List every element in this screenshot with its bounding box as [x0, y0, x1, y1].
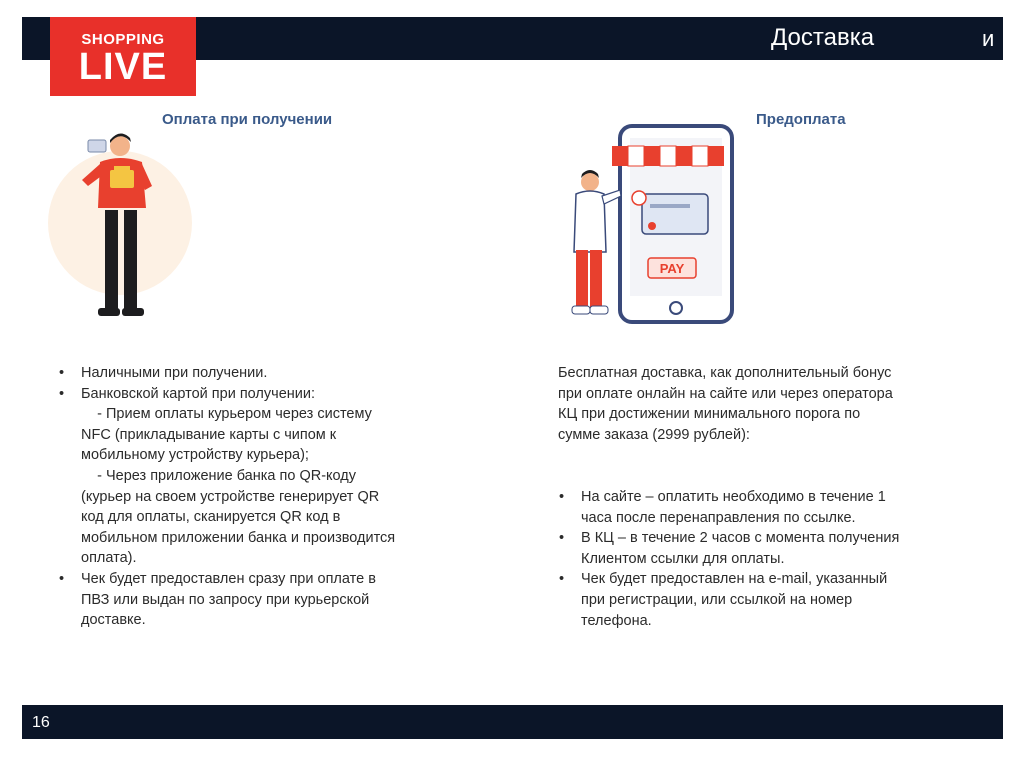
left-payment-list: [56, 363, 401, 631]
pay-label: PAY: [659, 261, 685, 276]
footer-bar: [22, 705, 1003, 739]
left-column-title: Оплата при получении: [162, 111, 333, 128]
list-item: • Чек будет предоставлен на e-mail, указанный при регистрации, или ссылкой на номер телефона.: [556, 569, 901, 631]
page-title: Доставка: [771, 24, 875, 51]
shopping-live-logo: [50, 17, 196, 96]
prepayment-intro: Бесплатная доставка, как дополнительный бонус при оплате онлайн на сайте или через оператора КЦ при достижении минимального порога по сумме заказа (2999 рублей):: [558, 365, 893, 443]
logo-top-text: SHOPPING: [81, 31, 165, 48]
page-number: 16: [32, 714, 50, 731]
list-item: • Наличными при получении.: [56, 363, 401, 384]
list-item: • Чек будет предоставлен сразу при оплате в ПВЗ или выдан по запросу при курьерской доставке.: [56, 569, 401, 631]
right-payment-list: [556, 487, 901, 631]
right-column-title: Предоплата: [756, 111, 846, 128]
courier-payment-illustration: [48, 128, 193, 323]
sub-item-nfc: - Прием оплаты курьером через систему NFC (прикладывание карты с чипом к мобильному устройству курьера);: [81, 406, 372, 464]
list-item: • Банковской картой при получении: - Прием оплаты курьером через систему NFC (прикладывание карты с чипом к мобильному устройству курьера); - Через приложение банка по QR-коду (курьер на своем устройстве генерирует QR код для оплаты, сканируется QR код в мобильном приложении банка и производится оплата).: [56, 384, 401, 569]
online-prepayment-illustration: [556, 124, 736, 324]
list-item: • В КЦ – в течение 2 часов с момента получения Клиентом ссылки для оплаты.: [556, 528, 901, 569]
list-item: • На сайте – оплатить необходимо в течение 1 часа после перенаправления по ссылке.: [556, 487, 901, 528]
header-extra-text: и: [982, 26, 995, 51]
logo-main-text: LIVE: [78, 46, 168, 88]
sub-item-qr: - Через приложение банка по QR-коду (курьер на своем устройстве генерирует QR код для оплаты, сканируется QR код в мобильном приложении банка и производится оплата).: [81, 467, 396, 567]
